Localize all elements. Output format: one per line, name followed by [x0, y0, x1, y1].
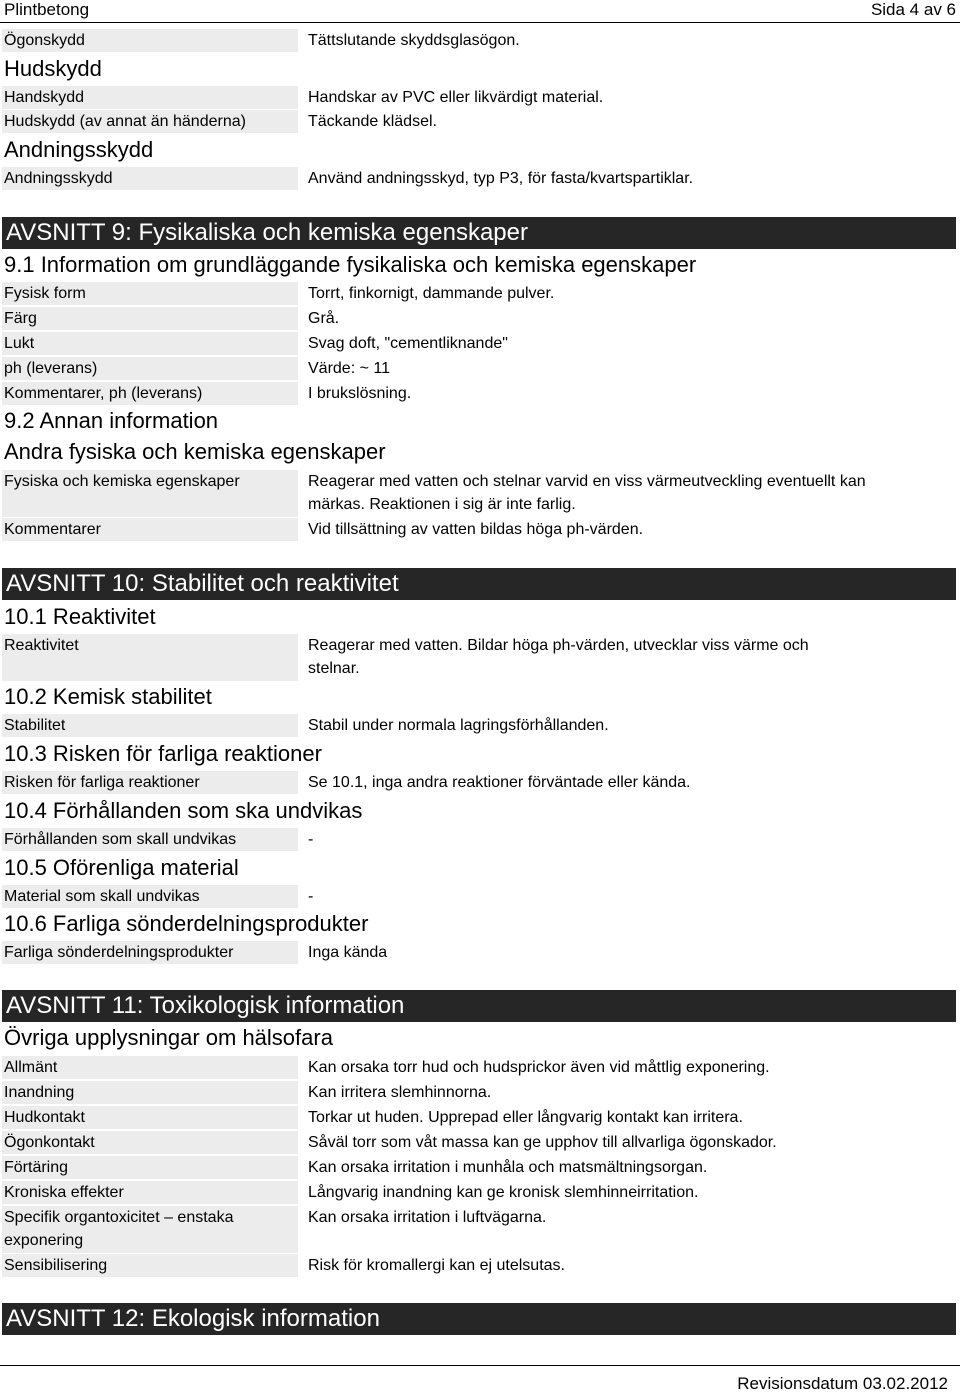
row-value	[306, 470, 956, 516]
row-label: Lukt	[2, 332, 298, 355]
row-inhalation	[2, 1081, 956, 1104]
row-value: Långvarig inandning kan ge kronisk slemhinneirritation.	[308, 1184, 699, 1201]
row-eye-protection	[2, 29, 956, 52]
row-stot-single	[2, 1206, 956, 1253]
row-value: Inga kända	[308, 944, 388, 961]
row-label: Sensibilisering	[2, 1254, 298, 1277]
row-ph-comment	[2, 382, 956, 405]
row-value: Torrt, finkornigt, dammande pulver.	[308, 285, 555, 302]
subsection-10-3: 10.3 Risken för farliga reaktioner	[4, 741, 322, 766]
row-general	[2, 1056, 956, 1079]
row-label-line: exponering	[4, 1232, 84, 1249]
row-label: Hudkontakt	[2, 1106, 298, 1129]
row-eye-contact	[2, 1131, 956, 1154]
row-label: Ögonskydd	[2, 29, 298, 52]
row-label: Färg	[2, 307, 298, 330]
row-physical-state	[2, 282, 956, 305]
subsection-health-hazards: Övriga upplysningar om hälsofara	[4, 1025, 333, 1050]
row-other-properties	[2, 470, 956, 517]
document-title: Plintbetong	[4, 0, 90, 19]
row-label-line: Specifik organtoxicitet – enstaka	[4, 1209, 234, 1226]
subsection-10-5: 10.5 Oförenliga material	[4, 855, 239, 880]
section-11-title: AVSNITT 11: Toxikologisk information	[2, 990, 956, 1022]
row-ph	[2, 357, 956, 380]
row-value-line: Reagerar med vatten. Bildar höga ph-värden, utvecklar viss värme och	[308, 637, 809, 654]
row-hazardous-reactions	[2, 771, 956, 794]
row-value: Torkar ut huden. Upprepad eller långvarig kontakt kan irritera.	[308, 1109, 743, 1126]
subsection-9-2: 9.2 Annan information	[4, 408, 219, 433]
row-value: Tättslutande skyddsglasögon.	[308, 32, 520, 49]
row-odour	[2, 332, 956, 355]
row-value: Kan irritera slemhinnorna.	[308, 1084, 492, 1101]
row-label: Allmänt	[2, 1056, 298, 1079]
row-label: Fysiska och kemiska egenskaper	[2, 470, 298, 517]
header-divider	[0, 22, 960, 23]
row-skin-protection-other	[2, 110, 956, 133]
row-label: Inandning	[2, 1081, 298, 1104]
row-skin-contact	[2, 1106, 956, 1129]
row-stability	[2, 714, 956, 737]
row-value: Grå.	[308, 310, 340, 327]
row-label: Material som skall undvikas	[2, 885, 298, 908]
row-value: Värde: ~ 11	[308, 360, 390, 377]
row-label: Förtäring	[2, 1156, 298, 1179]
row-value-line: märkas. Reaktionen i sig är inte farlig.	[308, 496, 576, 513]
subsection-10-1: 10.1 Reaktivitet	[4, 604, 156, 629]
row-value: Använd andningsskyd, typ P3, för fasta/kvartspartiklar.	[308, 170, 694, 187]
row-hand-protection	[2, 86, 956, 109]
row-value: Kan orsaka torr hud och hudsprickor även vid måttlig exponering.	[308, 1059, 770, 1076]
row-reactivity	[2, 634, 956, 681]
row-value: Svag doft, "cementliknande"	[308, 335, 508, 352]
row-label: Kommentarer	[2, 518, 298, 541]
row-value: Kan orsaka irritation i munhåla och matsmältningsorgan.	[308, 1159, 708, 1176]
row-label: Handskydd	[2, 86, 298, 109]
row-label: Reaktivitet	[2, 634, 298, 681]
page-number: Sida 4 av 6	[870, 0, 956, 19]
row-value: Se 10.1, inga andra reaktioner förväntade eller kända.	[308, 774, 691, 791]
row-value: Kan orsaka irritation i luftvägarna.	[308, 1209, 547, 1226]
row-value: -	[308, 831, 314, 848]
subsection-10-2: 10.2 Kemisk stabilitet	[4, 684, 212, 709]
row-value	[306, 634, 956, 680]
row-value-line: Reagerar med vatten och stelnar varvid en viss värmeutveckling eventuellt kan	[308, 473, 866, 490]
row-value-line: stelnar.	[308, 660, 360, 677]
row-label: Ögonkontakt	[2, 1131, 298, 1154]
row-label: Risken för farliga reaktioner	[2, 771, 298, 794]
row-value: Såväl torr som våt massa kan ge upphov till allvarliga ögonskador.	[308, 1134, 777, 1151]
row-value: Handskar av PVC eller likvärdigt material.	[308, 89, 604, 106]
row-decomposition-products	[2, 941, 956, 964]
footer-divider	[0, 1365, 960, 1366]
subsection-9-1: 9.1 Information om grundläggande fysikaliska och kemiska egenskaper	[4, 252, 697, 277]
row-comments	[2, 518, 956, 541]
row-label	[2, 1206, 298, 1253]
section-10-title: AVSNITT 10: Stabilitet och reaktivitet	[2, 568, 956, 600]
heading-skin-protection: Hudskydd	[4, 56, 102, 81]
row-value: -	[308, 888, 314, 905]
row-ingestion	[2, 1156, 956, 1179]
row-label: Andningsskydd	[2, 167, 298, 190]
row-label: Kroniska effekter	[2, 1181, 298, 1204]
row-conditions-to-avoid	[2, 828, 956, 851]
row-label: Förhållanden som skall undvikas	[2, 828, 298, 851]
subsection-other-properties: Andra fysiska och kemiska egenskaper	[4, 439, 386, 464]
row-respiratory-protection	[2, 167, 956, 190]
row-colour	[2, 307, 956, 330]
row-incompatible-materials	[2, 885, 956, 908]
row-sensitisation	[2, 1254, 956, 1277]
row-value: Stabil under normala lagringsförhållanden.	[308, 717, 609, 734]
row-chronic-effects	[2, 1181, 956, 1204]
row-value: Täckande klädsel.	[308, 113, 437, 130]
row-label: Fysisk form	[2, 282, 298, 305]
row-label: Stabilitet	[2, 714, 298, 737]
subsection-10-6: 10.6 Farliga sönderdelningsprodukter	[4, 911, 369, 936]
row-value: Vid tillsättning av vatten bildas höga ph-värden.	[308, 521, 644, 538]
heading-respiratory-protection: Andningsskydd	[4, 137, 154, 162]
row-label: Kommentarer, ph (leverans)	[2, 382, 298, 405]
row-value: I brukslösning.	[308, 385, 412, 402]
section-9-title: AVSNITT 9: Fysikaliska och kemiska egenskaper	[2, 217, 956, 249]
row-label: Farliga sönderdelningsprodukter	[2, 941, 298, 964]
row-label: Hudskydd (av annat än händerna)	[2, 110, 298, 133]
section-12-title: AVSNITT 12: Ekologisk information	[2, 1303, 956, 1335]
row-label: ph (leverans)	[2, 357, 298, 380]
row-value: Risk för kromallergi kan ej utelsutas.	[308, 1257, 565, 1274]
revision-date: Revisionsdatum 03.02.2012	[737, 1374, 948, 1393]
subsection-10-4: 10.4 Förhållanden som ska undvikas	[4, 798, 363, 823]
